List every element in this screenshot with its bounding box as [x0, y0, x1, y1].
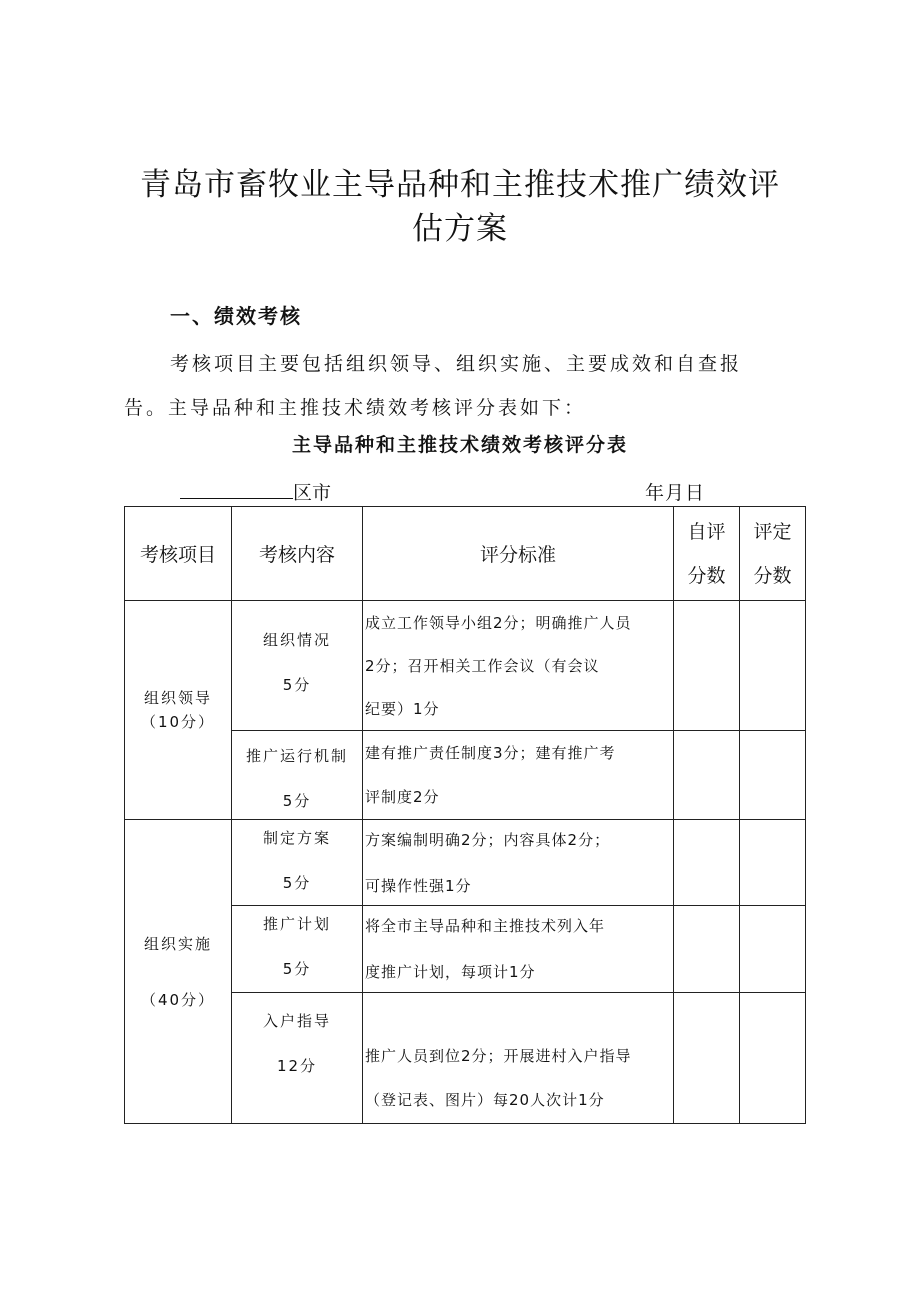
paragraph-line-1: 考核项目主要包括组织领导、组织实施、主要成效和自查报	[170, 353, 743, 375]
standard-line: 方案编制明确2分；内容具体2分；	[365, 830, 611, 849]
final-score-cell[interactable]	[740, 993, 806, 1124]
content-score: 5分	[282, 960, 312, 978]
header-standard: 评分标准	[363, 507, 674, 601]
content-name: 组织情况	[262, 630, 331, 649]
standard-cell	[363, 820, 674, 906]
category-name: 组织领导	[143, 689, 212, 707]
district-field	[180, 478, 331, 505]
header-content: 考核内容	[232, 507, 363, 601]
header-final-score	[740, 507, 806, 601]
self-score-cell[interactable]	[674, 731, 740, 820]
category-points: （40分）	[140, 990, 216, 1009]
content-cell	[232, 820, 363, 906]
header-final-line1: 评定	[753, 520, 792, 543]
header-self-line2: 分数	[687, 564, 726, 587]
section-heading: 一、绩效考核	[170, 304, 302, 328]
standard-line: 成立工作领导小组2分；明确推广人员	[365, 613, 632, 632]
content-score: 5分	[282, 675, 312, 694]
table-header-row	[125, 507, 806, 601]
title-line-1: 青岛市畜牧业主导品种和主推技术推广绩效评	[140, 167, 780, 203]
district-blank	[180, 480, 293, 499]
content-name: 制定方案	[262, 828, 331, 847]
standard-line: 建有推广责任制度3分；建有推广考	[365, 744, 616, 762]
self-score-cell[interactable]	[674, 601, 740, 731]
final-score-cell[interactable]	[740, 601, 806, 731]
paragraph-line-2: 告。主导品种和主推技术绩效考核评分表如下：	[124, 397, 587, 419]
content-score: 5分	[282, 873, 312, 892]
content-cell	[232, 906, 363, 993]
category-points: （10分）	[140, 713, 216, 731]
content-cell	[232, 601, 363, 731]
header-self-score	[674, 507, 740, 601]
table-row	[125, 820, 806, 906]
content-cell	[232, 731, 363, 820]
standard-line: （登记表、图片）每20人次计1分	[365, 1091, 605, 1109]
standard-cell	[363, 906, 674, 993]
standard-line: 度推广计划，每项计1分	[365, 963, 536, 981]
standard-line: 可操作性强1分	[365, 876, 472, 895]
score-table	[124, 506, 806, 1124]
standard-cell	[363, 731, 674, 820]
content-name: 入户指导	[262, 1012, 331, 1030]
category-name: 组织实施	[143, 934, 212, 953]
self-score-cell[interactable]	[674, 820, 740, 906]
standard-line: 纪要）1分	[365, 699, 440, 718]
content-name: 推广运行机制	[245, 747, 348, 765]
final-score-cell[interactable]	[740, 820, 806, 906]
table-title: 主导品种和主推技术绩效考核评分表	[291, 434, 628, 456]
header-project: 考核项目	[125, 507, 232, 601]
content-name: 推广计划	[262, 915, 331, 933]
standard-line: 推广人员到位2分；开展进村入户指导	[365, 1047, 632, 1065]
self-score-cell[interactable]	[674, 993, 740, 1124]
district-label: 区市	[293, 482, 332, 504]
header-final-line2: 分数	[753, 564, 792, 587]
header-self-line1: 自评	[687, 520, 726, 543]
date-field: 年月日	[645, 482, 706, 504]
standard-cell	[363, 601, 674, 731]
category-cell	[125, 601, 232, 820]
category-cell	[125, 820, 232, 1124]
title-line-2: 估方案	[412, 211, 508, 247]
standard-cell	[363, 993, 674, 1124]
standard-line: 评制度2分	[365, 788, 440, 806]
standard-line: 将全市主导品种和主推技术列入年	[365, 917, 606, 935]
standard-line: 2分；召开相关工作会议（有会议	[365, 656, 600, 675]
table-row	[125, 601, 806, 731]
self-score-cell[interactable]	[674, 906, 740, 993]
document-title	[110, 163, 810, 251]
content-cell	[232, 993, 363, 1124]
content-score: 12分	[276, 1057, 318, 1075]
final-score-cell[interactable]	[740, 906, 806, 993]
intro-paragraph	[124, 342, 789, 430]
final-score-cell[interactable]	[740, 731, 806, 820]
content-score: 5分	[282, 792, 312, 810]
